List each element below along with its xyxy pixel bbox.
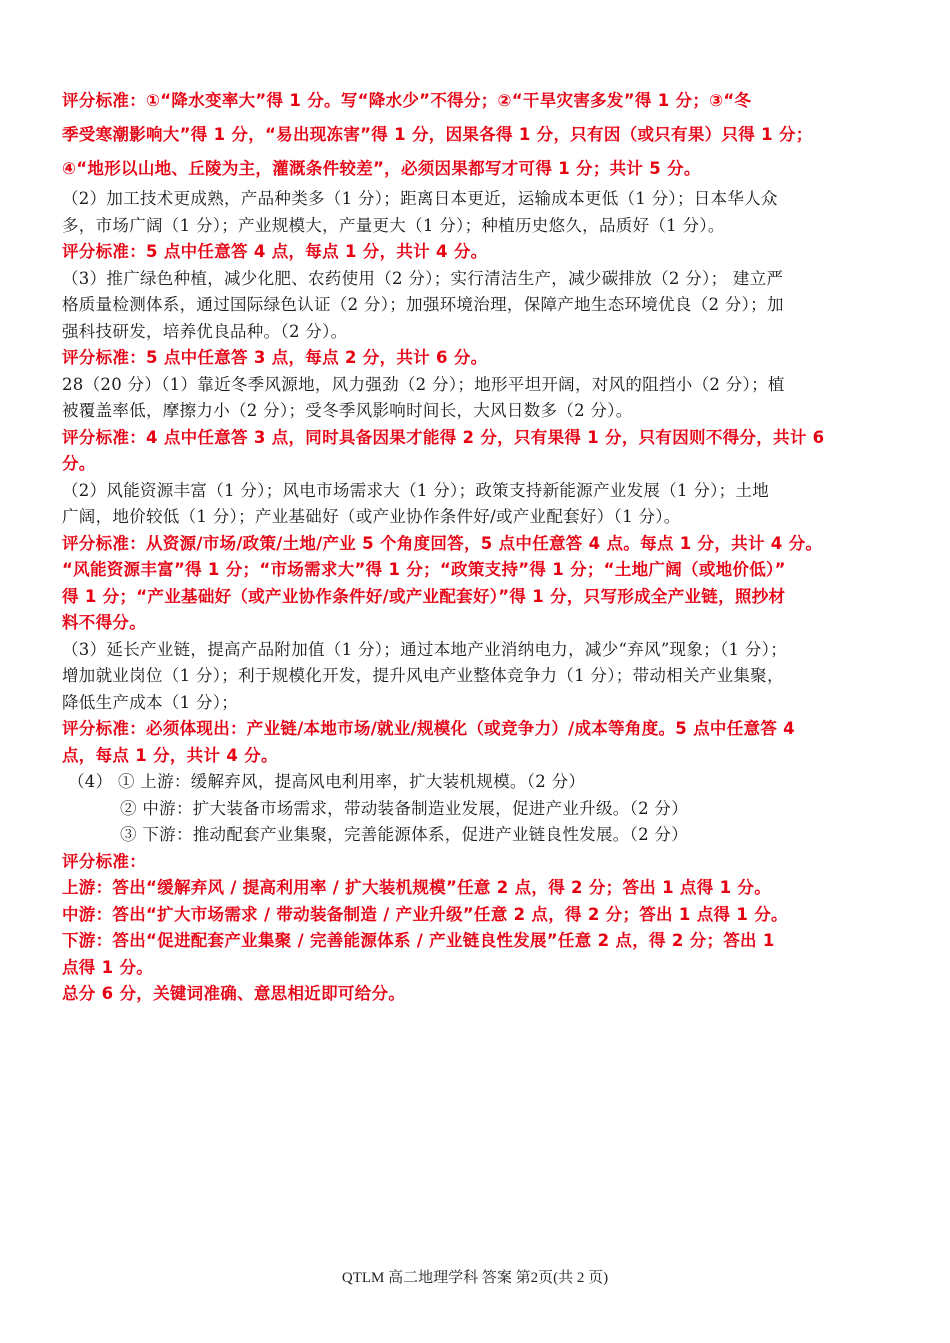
answer-line: 增加就业岗位（1 分）；利于规模化开发，提升风电产业整体竞争力（1 分）；带动相关产业集聚，	[62, 666, 784, 685]
answer-line: 28（20 分）（1）靠近冬季风源地，风力强劲（2 分）；地形平坦开阔，对风的阻挡小（2 分）；植	[62, 374, 785, 394]
answer-line: （4） ① 上游：缓解弃风，提高风电利用率，扩大装机规模。（2 分）	[68, 772, 586, 791]
scoring-standard-line: “风能资源丰富”得 1 分；“市场需求大”得 1 分；“政策支持”得 1 分；“土地广阔（或地价低）”	[62, 560, 786, 579]
scoring-standard-line: 评分标准：	[62, 851, 146, 871]
answer-content	[62, 84, 890, 1008]
page-footer: QTLM 高二地理学科 答案 第2页(共 2 页)	[341, 1270, 609, 1286]
scoring-standard-line: 评分标准：5 点中任意答 3 点，每点 2 分，共计 6 分。	[62, 348, 488, 367]
answer-line: ③ 下游：推动配套产业集聚，完善能源体系，促进产业链良性发展。（2 分）	[120, 825, 689, 844]
scoring-standard-line: 料不得分。	[62, 613, 146, 632]
answer-line: （2）加工技术更成熟，产品种类多（1 分）；距离日本更近，运输成本更低（1 分）；日本华人众	[62, 189, 778, 208]
scoring-standard-line: 下游：答出“促进配套产业集聚 / 完善能源体系 / 产业链良性发展”任意 2 点，得 2 分；答出 1	[62, 931, 775, 950]
answer-line: 广阔，地价较低（1 分）；产业基础好（或产业协作条件好/或产业配套好）（1 分）。	[62, 507, 681, 526]
answer-line: （3）延长产业链，提高产品附加值（1 分）；通过本地产业消纳电力，减少“弃风”现象；（1 分）；	[62, 639, 788, 659]
answer-line: ② 中游：扩大装备市场需求，带动装备制造业发展，促进产业升级。（2 分）	[120, 798, 689, 818]
answer-line: 被覆盖率低，摩擦力小（2 分）；受冬季风影响时间长，大风日数多（2 分）。	[62, 401, 633, 420]
scoring-standard-line: 中游：答出“扩大市场需求 / 带动装备制造 / 产业升级”任意 2 点，得 2 分；答出 1 点得 1 分。	[62, 904, 788, 924]
scoring-standard-line: ④“地形以山地、丘陵为主，灌溉条件较差”，必须因果都写才可得 1 分；共计 5 分。	[62, 159, 701, 178]
scoring-standard-line: 总分 6 分，关键词准确、意思相近即可给分。	[62, 984, 406, 1003]
scoring-standard-line: 分。	[62, 454, 96, 473]
answer-line: 格质量检测体系，通过国际绿色认证（2 分）；加强环境治理，保障产地生态环境优良（2 分）；加	[62, 295, 784, 314]
scoring-standard-line: 评分标准：①“降水变率大”得 1 分。写“降水少”不得分；②“干旱灾害多发”得 1 分；③“冬	[62, 91, 752, 110]
answer-line: 降低生产成本（1 分）；	[62, 692, 239, 712]
answer-line: （3）推广绿色种植，减少化肥、农药使用（2 分）；实行清洁生产，减少碳排放（2 分）； 建立严	[62, 268, 784, 288]
scoring-standard-line: 点，每点 1 分，共计 4 分。	[62, 745, 278, 765]
answer-line: 多，市场广阔（1 分）；产业规模大，产量更大（1 分）；种植历史悠久，品质好（1 分）。	[62, 215, 725, 235]
answer-line: 强科技研发，培养优良品种。（2 分）。	[62, 321, 348, 341]
scoring-standard-line: 评分标准：5 点中任意答 4 点，每点 1 分，共计 4 分。	[62, 242, 488, 261]
scoring-standard-line: 评分标准：4 点中任意答 3 点，同时具备因果才能得 2 分，只有果得 1 分，只有因则不得分，共计 6	[62, 427, 825, 447]
answer-line: （2）风能资源丰富（1 分）；风电市场需求大（1 分）；政策支持新能源产业发展（1 分）；土地	[62, 480, 770, 500]
scoring-standard-line: 点得 1 分。	[62, 957, 154, 977]
scoring-standard-line: 季受寒潮影响大”得 1 分，“易出现冻害”得 1 分，因果各得 1 分，只有因（或只有果）只得 1 分；	[62, 125, 813, 144]
scoring-standard-line: 得 1 分；“产业基础好（或产业协作条件好/或产业配套好）”得 1 分，只写形成全产业链，照抄材	[62, 586, 786, 606]
scoring-standard-line: 评分标准：从资源/市场/政策/土地/产业 5 个角度回答，5 点中任意答 4 点。每点 1 分，共计 4 分。	[62, 533, 823, 553]
scoring-standard-line: 上游：答出“缓解弃风 / 提高利用率 / 扩大装机规模”任意 2 点，得 2 分；答出 1 点得 1 分。	[62, 878, 771, 897]
scoring-standard-line: 评分标准：必须体现出：产业链/本地市场/就业/规模化（或竞争力）/成本等角度。5 点中任意答 4	[62, 719, 795, 738]
